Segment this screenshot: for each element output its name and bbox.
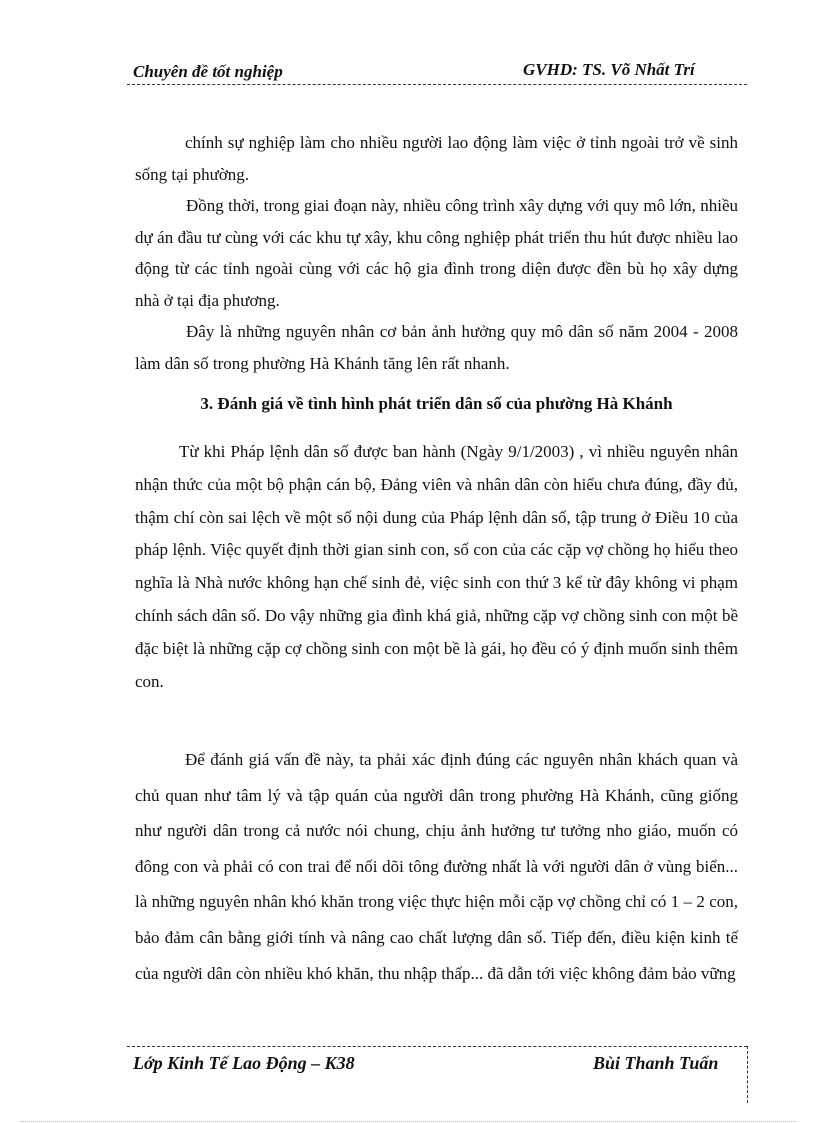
paragraph: Để đánh giá vấn đề này, ta phải xác định đúng các nguyên nhân khách quan và chủ quan như tâm lý và tập quán của người dân trong phường Hà Khánh, cũng giống như người dân trong cả nước nói chung, chịu ảnh hưởng tư tưởng nho giáo, muốn có đông con và phải có con trai để nối dõi tông đường nhất là với người dân ở vùng biển... là những nguyên nhân khó khăn trong việc thực hiện mỗi cặp vợ chồng chỉ có 1 – 2 con, bảo đảm cân bằng giới tính và nâng cao chất lượng dân số. Tiếp đến, điều kiện kinh tế của người dân còn nhiều khó khăn, thu nhập thấp... đã dẫn tới việc không đảm bảo vững	[135, 750, 738, 983]
body-block-1	[135, 127, 738, 379]
footer-divider	[127, 1046, 747, 1047]
footer-corner-mark	[747, 1046, 748, 1103]
page-bottom-edge	[20, 1121, 796, 1122]
paragraph: Từ khi Pháp lệnh dân số được ban hành (Ngày 9/1/2003) , vì nhiều nguyên nhân nhận thức của một bộ phận cán bộ, Đảng viên và nhân dân còn hiểu chưa đúng, đầy đủ, thậm chí còn sai lệch về một số nội dung của Pháp lệnh dân số, tập trung ở Điều 10 của pháp lệnh. Việc quyết định thời gian sinh con, số con của các cặp vợ chồng họ hiểu theo nghĩa là Nhà nước không hạn chế sinh đẻ, việc sinh con thứ 3 kể từ đây không vi phạm chính sách dân số. Do vậy những gia đình khá giả, những cặp vợ chồng sinh con một bề đặc biệt là những cặp cợ chồng sinh con một bề là gái, họ đều có ý định muốn sinh thêm con.	[135, 442, 738, 691]
header-divider	[127, 84, 747, 85]
section-title: 3. Đánh giá về tình hình phát triển dân số của phường Hà Khánh	[200, 394, 673, 413]
header-left-title: Chuyên đề tốt nghiệp	[133, 62, 283, 81]
body-block-3	[135, 742, 738, 991]
paragraph: chính sự nghiệp làm cho nhiều người lao động làm việc ở tỉnh ngoài trở về sinh sống tại phường.	[135, 133, 738, 184]
header-right-supervisor: GVHD: TS. Võ Nhất Trí	[523, 60, 695, 79]
paragraph: Đây là những nguyên nhân cơ bản ảnh hưởng quy mô dân số năm 2004 - 2008 làm dân số trong phường Hà Khánh tăng lên rất nhanh.	[135, 322, 738, 373]
footer-class-name: Lớp Kinh Tế Lao Động – K38	[133, 1053, 355, 1073]
body-block-2	[135, 436, 738, 698]
paragraph: Đồng thời, trong giai đoạn này, nhiều công trình xây dựng với quy mô lớn, nhiều dự án đầu tư cùng với các khu tự xây, khu công nghiệp phát triển thu hút được nhiều lao động từ các tỉnh ngoài cùng với các hộ gia đình trong diện được đền bù họ xây dựng nhà ở tại địa phương.	[135, 196, 738, 310]
footer-author-name: Bùi Thanh Tuấn	[593, 1053, 719, 1073]
